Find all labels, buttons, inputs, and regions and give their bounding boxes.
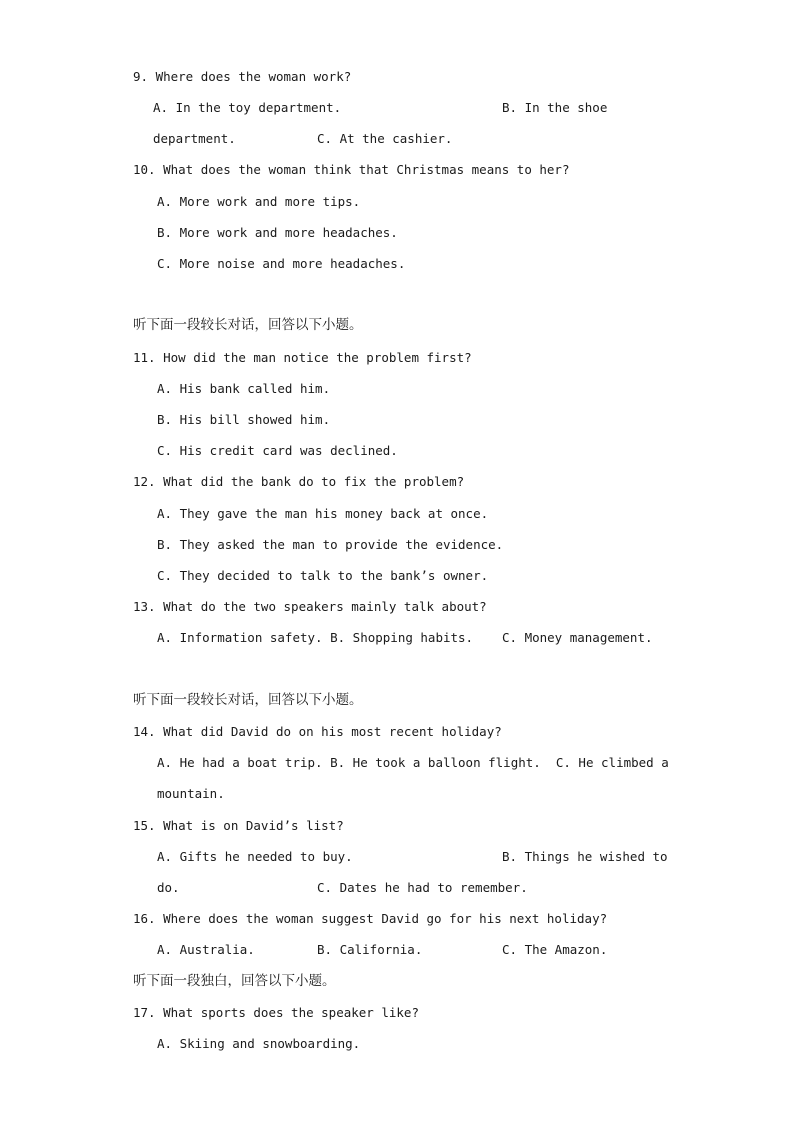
question-15-option-b: B. Things he wished to <box>502 849 668 864</box>
question-13-options-ab: A. Information safety. B. Shopping habits. <box>157 630 474 645</box>
section-instruction-3: 听下面一段独白，回答以下小题。 <box>133 973 336 989</box>
question-11-stem: 11. How did the man notice the problem first? <box>133 350 472 365</box>
question-9-option-b: B. In the shoe <box>502 100 608 115</box>
question-9-option-b-continued: department. <box>153 131 236 146</box>
question-14-option-c-continued: mountain. <box>157 786 225 801</box>
section-instruction-1: 听下面一段较长对话，回答以下小题。 <box>133 317 363 333</box>
question-12-option-c: C. They decided to talk to the bank’s owner. <box>157 568 489 583</box>
question-13-option-c: C. Money management. <box>502 630 653 645</box>
question-11-option-b: B. His bill showed him. <box>157 412 331 427</box>
question-9-option-a: A. In the toy department. <box>153 100 342 115</box>
question-10-option-b: B. More work and more headaches. <box>157 225 398 240</box>
question-16-option-c: C. The Amazon. <box>502 942 608 957</box>
question-14-stem: 14. What did David do on his most recent holiday? <box>133 724 502 739</box>
question-10-option-c: C. More noise and more headaches. <box>157 256 406 271</box>
question-13-stem: 13. What do the two speakers mainly talk about? <box>133 599 487 614</box>
section-instruction-2: 听下面一段较长对话，回答以下小题。 <box>133 692 363 708</box>
question-11-option-c: C. His credit card was declined. <box>157 443 398 458</box>
question-15-option-c: C. Dates he had to remember. <box>317 880 528 895</box>
question-17-stem: 17. What sports does the speaker like? <box>133 1005 419 1020</box>
question-16-stem: 16. Where does the woman suggest David go for his next holiday? <box>133 911 608 926</box>
question-12-stem: 12. What did the bank do to fix the problem? <box>133 474 465 489</box>
question-15-option-b-continued: do. <box>157 880 180 895</box>
question-9-stem: 9. Where does the woman work? <box>133 69 352 84</box>
question-10-stem: 10. What does the woman think that Christmas means to her? <box>133 162 570 177</box>
question-15-option-a: A. Gifts he needed to buy. <box>157 849 353 864</box>
question-11-option-a: A. His bank called him. <box>157 381 331 396</box>
question-12-option-a: A. They gave the man his money back at once. <box>157 506 489 521</box>
question-17-option-a: A. Skiing and snowboarding. <box>157 1036 361 1051</box>
question-12-option-b: B. They asked the man to provide the evidence. <box>157 537 504 552</box>
question-9-option-c: C. At the cashier. <box>317 131 453 146</box>
question-16-option-a: A. Australia. <box>157 942 255 957</box>
question-14-options: A. He had a boat trip. B. He took a balloon flight. C. He climbed a <box>157 755 669 770</box>
question-16-option-b: B. California. <box>317 942 423 957</box>
question-15-stem: 15. What is on David’s list? <box>133 818 344 833</box>
question-10-option-a: A. More work and more tips. <box>157 194 361 209</box>
